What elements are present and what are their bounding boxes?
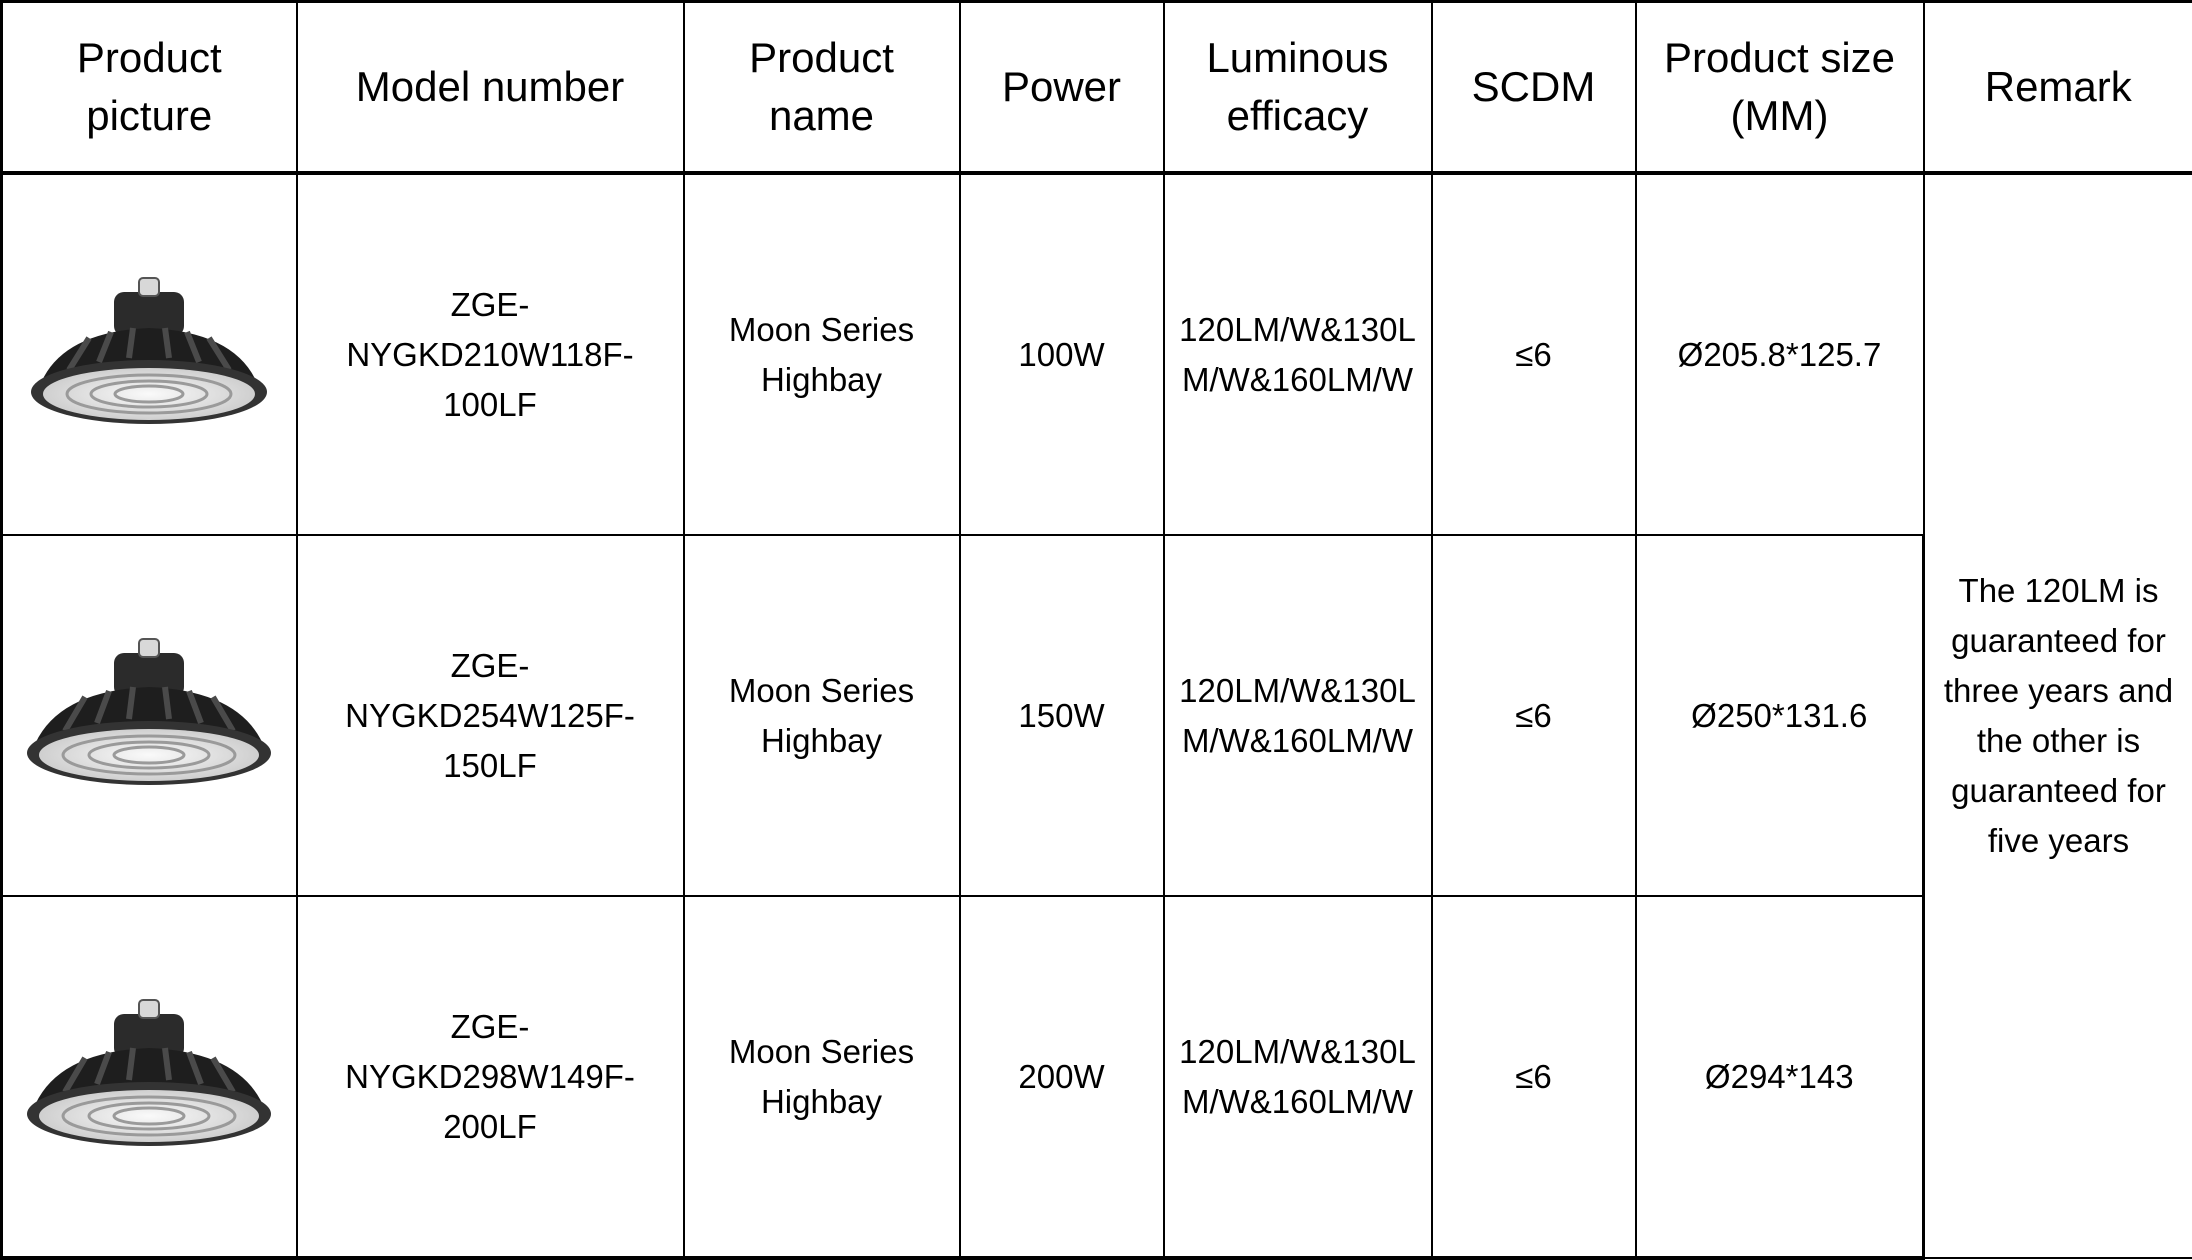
power-cell: 100W bbox=[960, 173, 1164, 535]
product-size-cell: Ø205.8*125.7 bbox=[1636, 173, 1924, 535]
header-luminous-efficacy: Luminous efficacy bbox=[1164, 2, 1432, 174]
table-row bbox=[2, 535, 2192, 896]
product-picture-cell bbox=[2, 896, 297, 1258]
luminous-efficacy-cell: 120LM/W&130L M/W&160LM/W bbox=[1164, 896, 1432, 1258]
product-picture-cell bbox=[2, 535, 297, 896]
highbay-lamp-icon bbox=[19, 992, 279, 1162]
header-row bbox=[2, 2, 2192, 174]
product-name-cell: Moon Series Highbay bbox=[684, 173, 960, 535]
product-name-cell: Moon Series Highbay bbox=[684, 896, 960, 1258]
model-number-cell: ZGE- NYGKD210W118F- 100LF bbox=[297, 173, 684, 535]
highbay-lamp-icon bbox=[19, 270, 279, 440]
model-number-cell: ZGE- NYGKD298W149F- 200LF bbox=[297, 896, 684, 1258]
highbay-lamp-icon bbox=[19, 631, 279, 801]
scdm-cell: ≤6 bbox=[1432, 535, 1636, 896]
product-size-cell: Ø250*131.6 bbox=[1636, 535, 1924, 896]
power-cell: 150W bbox=[960, 535, 1164, 896]
header-power: Power bbox=[960, 2, 1164, 174]
header-scdm: SCDM bbox=[1432, 2, 1636, 174]
header-product-picture: Product picture bbox=[2, 2, 297, 174]
header-product-name: Product name bbox=[684, 2, 960, 174]
product-name-cell: Moon Series Highbay bbox=[684, 535, 960, 896]
model-number-cell: ZGE- NYGKD254W125F- 150LF bbox=[297, 535, 684, 896]
table-row bbox=[2, 173, 2192, 535]
luminous-efficacy-cell: 120LM/W&130L M/W&160LM/W bbox=[1164, 535, 1432, 896]
power-cell: 200W bbox=[960, 896, 1164, 1258]
scdm-cell: ≤6 bbox=[1432, 173, 1636, 535]
header-product-size: Product size (MM) bbox=[1636, 2, 1924, 174]
product-picture-cell bbox=[2, 173, 297, 535]
header-remark: Remark bbox=[1924, 2, 2192, 174]
table-row bbox=[2, 896, 2192, 1258]
luminous-efficacy-cell: 120LM/W&130L M/W&160LM/W bbox=[1164, 173, 1432, 535]
scdm-cell: ≤6 bbox=[1432, 896, 1636, 1258]
product-size-cell: Ø294*143 bbox=[1636, 896, 1924, 1258]
remark-cell: The 120LM is guaranteed for three years and the other is guaranteed for five years bbox=[1924, 173, 2192, 1258]
header-model-number: Model number bbox=[297, 2, 684, 174]
